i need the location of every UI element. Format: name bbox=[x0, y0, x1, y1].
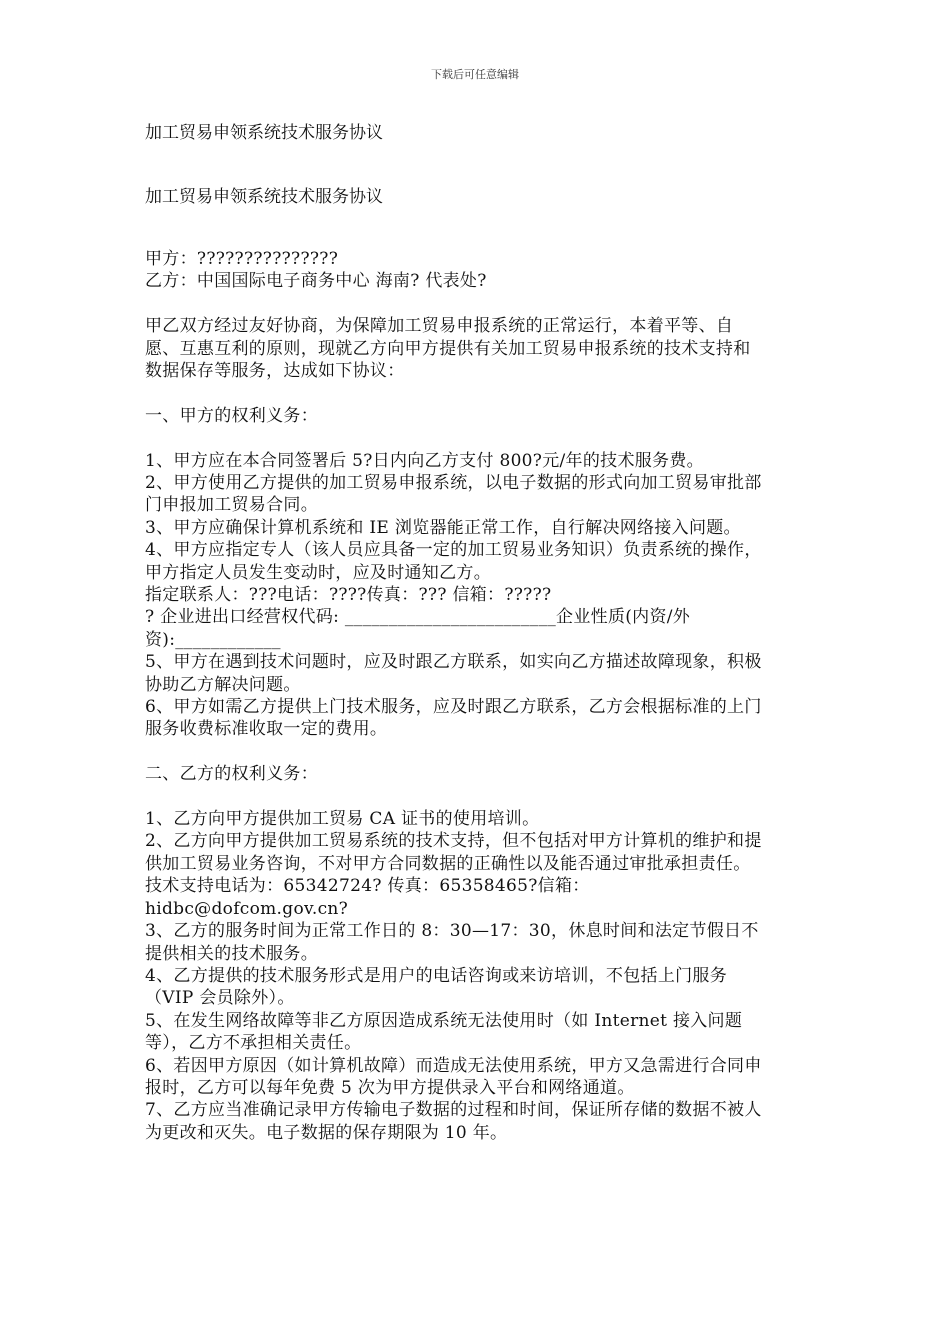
party-a-line: 甲方：??????????????? bbox=[145, 249, 339, 269]
support-contact-line: 技术支持电话为：65342724? 传真：65358465?信箱： bbox=[145, 876, 590, 897]
section-2-item: 6、若因甲方原因（如计算机故障）而造成无法使用系统，甲方又急需进行合同申报时，乙方可以每年免费 5 次为甲方提供录入平台和网络通道。 bbox=[145, 1055, 762, 1098]
section-2-item: 4、乙方提供的技术服务形式是用户的电话咨询或来访培训，不包括上门服务（VIP 会员除外）。 bbox=[145, 965, 728, 1009]
section-1-item: 4、甲方应指定专人（该人员应具备一定的加工贸易业务知识）负责系统的操作，甲方指定人员发生变动时，应及时通知乙方。 bbox=[145, 540, 762, 583]
section-1-item: 3、甲方应确保计算机系统和 IE 浏览器能正常工作，自行解决网络接入问题。 bbox=[145, 517, 741, 538]
section-2-item: 2、乙方向甲方提供加工贸易系统的技术支持，但不包括对甲方计算机的维护和提供加工贸易业务咨询，不对甲方合同数据的正确性以及能否通过审批承担责任。 bbox=[145, 831, 762, 874]
section-2-heading: 二、乙方的权利义务： bbox=[145, 764, 318, 785]
support-email-line: hidbc@dofcom.gov.cn? bbox=[145, 898, 349, 919]
section-1-heading: 一、甲方的权利义务： bbox=[145, 405, 318, 426]
document-title: 加工贸易申领系统技术服务协议 bbox=[145, 123, 383, 143]
party-b-line: 乙方：中国国际电子商务中心 海南? 代表处? bbox=[145, 271, 487, 292]
section-2-item: 7、乙方应当准确记录甲方传输电子数据的过程和时间，保证所存储的数据不被人为更改和灭失。电子数据的保存期限为 10 年。 bbox=[145, 1100, 762, 1143]
document-title-repeat: 加工贸易申领系统技术服务协议 bbox=[145, 187, 383, 207]
section-1-item: 1、甲方应在本合同签署后 5?日内向乙方支付 800?元/年的技术服务费。 bbox=[145, 450, 704, 471]
company-code-line: ? 企业进出口经营权代码: ________________________企业性质(内资/外资):____________ bbox=[145, 607, 691, 650]
intro-paragraph: 甲乙双方经过友好协商，为保障加工贸易申报系统的正常运行，本着平等、自愿、互惠互利的原则，现就乙方向甲方提供有关加工贸易申报系统的技术支持和数据保存等服务，达成如下协议： bbox=[145, 316, 751, 382]
section-1-item: 2、甲方使用乙方提供的加工贸易申报系统，以电子数据的形式向加工贸易审批部门申报加工贸易合同。 bbox=[145, 473, 762, 516]
section-1-item: 5、甲方在遇到技术问题时，应及时跟乙方联系，如实向乙方描述故障现象，积极协助乙方解决问题。 bbox=[145, 652, 762, 695]
contact-line: 指定联系人：???电话：????传真：??? 信箱：????? bbox=[145, 585, 552, 606]
section-1-item: 6、甲方如需乙方提供上门技术服务，应及时跟乙方联系，乙方会根据标准的上门服务收费标准收取一定的费用。 bbox=[145, 697, 762, 740]
section-2-item: 1、乙方向甲方提供加工贸易 CA 证书的使用培训。 bbox=[145, 809, 540, 830]
agreement-body bbox=[145, 248, 765, 1144]
page-header: 下载后可任意编辑 bbox=[431, 68, 519, 81]
section-2-item: 5、在发生网络故障等非乙方原因造成系统无法使用时（如 Internet 接入问题等），乙方不承担相关责任。 bbox=[145, 1010, 743, 1054]
section-2-item: 3、乙方的服务时间为正常工作日的 8：30—17：30，休息时间和法定节假日不提供相关的技术服务。 bbox=[145, 921, 759, 964]
